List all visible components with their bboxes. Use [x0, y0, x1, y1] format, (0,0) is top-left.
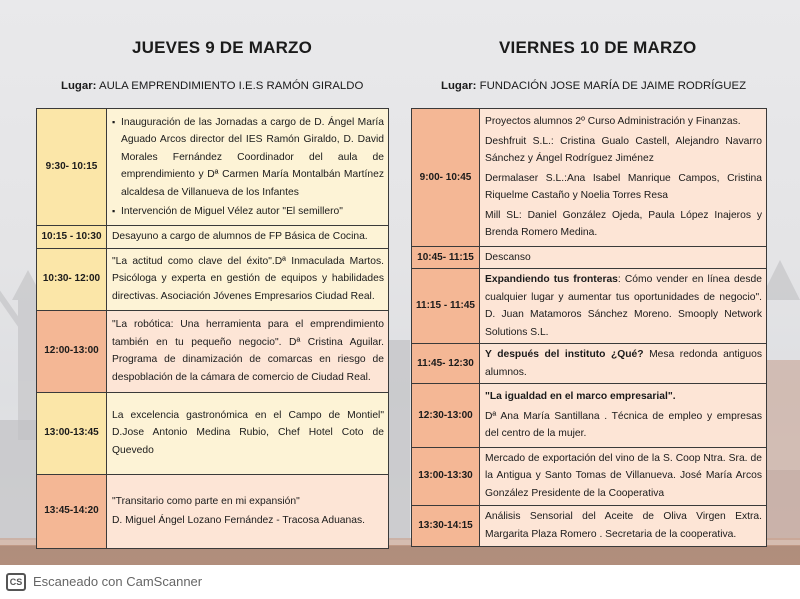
time-cell: 10:30- 12:00 — [37, 248, 107, 310]
description-cell: "La actitud como clave del éxito".Dª Inmaculada Martos. Psicóloga y experta en gestión de equipos y habilidades directivas. Asociación Jóvenes Empresarios Ciudad Real. — [107, 248, 389, 310]
friday-schedule-table — [411, 108, 767, 547]
description-cell — [480, 344, 767, 384]
time-cell: 11:45- 12:30 — [412, 344, 480, 384]
venue-value: FUNDACIÓN JOSE MARÍA DE JAIME RODRÍGUEZ — [479, 80, 747, 92]
time-cell: 13:00-13:30 — [412, 447, 480, 505]
venue-label: Lugar: — [61, 80, 97, 92]
description-cell — [480, 269, 767, 344]
description-cell — [107, 109, 389, 226]
paragraph: Mill SL: Daniel González Ojeda, Paula López Inajeros y Brenda Romero Medina. — [485, 209, 762, 238]
camscanner-logo-icon: CS — [6, 573, 26, 591]
list-item: ▪ Inauguración de las Jornadas a cargo de D. Ángel María Aguado Arcos director del IES Ramón Giraldo, D. David Morales Fernández Coordinador del aula de emprendimiento y Dª Carmen María Montalbán Martínez alcaldesa de Villanueva de los Infantes — [112, 114, 384, 202]
time-cell: 12:30-13:00 — [412, 384, 480, 448]
table-row — [412, 269, 767, 344]
friday-venue — [441, 80, 746, 92]
table-row — [37, 109, 389, 226]
time-cell: 10:45- 11:15 — [412, 246, 480, 269]
talk-details: : Cómo vender en línea desde cualquier lugar y aumentar tus oportunidades de negocio". D. Juan Matamoros Sánchez Moreno. Smooply Network Solutions S.L. — [485, 274, 762, 338]
table-row — [412, 384, 767, 448]
venue-label: Lugar: — [441, 80, 477, 92]
table-row — [37, 392, 389, 474]
table-row — [412, 246, 767, 269]
scanner-watermark-text: Escaneado con CamScanner — [33, 574, 203, 589]
time-cell: 10:15 - 10:30 — [37, 226, 107, 249]
description-cell: Desayuno a cargo de alumnos de FP Básica de Cocina. — [107, 226, 389, 249]
time-cell: 9:30- 10:15 — [37, 109, 107, 226]
talk-details: Dª Ana María Santillana . Técnica de empleo y empresas del centro de la mujer. — [485, 410, 762, 439]
list-item: ▪ Intervención de Miguel Vélez autor "El semillero" — [112, 203, 384, 221]
time-cell: 13:00-13:45 — [37, 392, 107, 474]
table-row — [37, 248, 389, 310]
table-row — [412, 344, 767, 384]
talk-title: Expandiendo tus fronteras — [485, 274, 618, 285]
thursday-venue — [61, 80, 363, 92]
talk-title: Y después del instituto ¿Qué? — [485, 349, 644, 360]
paragraph: Dermalaser S.L.:Ana Isabel Manrique Campos, Cristina Riquelme Castaño y Noelia Torres Resa — [485, 172, 762, 201]
paragraph: "Transitario como parte en mi expansión" — [112, 495, 300, 507]
time-cell: 13:45-14:20 — [37, 474, 107, 548]
description-cell — [480, 109, 767, 247]
time-cell: 9:00- 10:45 — [412, 109, 480, 247]
description-cell: Análisis Sensorial del Aceite de Oliva Virgen Extra. Margarita Plaza Romero . Secretaria de la cooperativa. — [480, 505, 767, 546]
description-cell: La excelencia gastronómica en el Campo de Montiel" D.Jose Antonio Medina Rubio, Chef Hotel Coto de Quevedo — [107, 392, 389, 474]
table-row — [37, 226, 389, 249]
talk-details: Mesa redonda antiguos alumnos. — [485, 349, 762, 378]
description-cell — [107, 474, 389, 548]
description-cell: "La robótica: Una herramienta para el emprendimiento también en tu pequeño negocio". Dª Cristina Aguilar. Programa de dinamización de comarcas en riesgo de despoblación de la cámara de comercio de Ciudad Real. — [107, 310, 389, 392]
talk-title: "La igualdad en el marco empresarial". — [485, 391, 676, 402]
description-cell: Descanso — [480, 246, 767, 269]
time-cell: 12:00-13:00 — [37, 310, 107, 392]
venue-value: AULA EMPRENDIMIENTO I.E.S RAMÓN GIRALDO — [98, 80, 364, 92]
thursday-title: JUEVES 9 DE MARZO — [132, 38, 313, 57]
description-cell: Mercado de exportación del vino de la S. Coop Ntra. Sra. de la Antigua y Santo Tomas de Villanueva. José María Arcos González Presidente de la Cooperativa — [480, 447, 767, 505]
table-row — [412, 109, 767, 247]
time-cell: 13:30-14:15 — [412, 505, 480, 546]
table-row — [37, 310, 389, 392]
paragraph: Proyectos alumnos 2º Curso Administración y Finanzas. — [485, 116, 741, 127]
table-row — [412, 447, 767, 505]
paragraph: Deshfruit S.L.: Cristina Gualo Castell, Alejandro Navarro Sánchez y Ángel Rodríguez Jiménez — [485, 135, 762, 164]
friday-title: VIERNES 10 DE MARZO — [499, 38, 697, 57]
description-cell — [480, 384, 767, 448]
thursday-schedule-table — [36, 108, 389, 549]
time-cell: 11:15 - 11:45 — [412, 269, 480, 344]
table-row — [412, 505, 767, 546]
scanner-footer — [0, 565, 800, 599]
table-row — [37, 474, 389, 548]
paragraph: D. Miguel Ángel Lozano Fernández - Tracosa Aduanas. — [112, 515, 365, 526]
